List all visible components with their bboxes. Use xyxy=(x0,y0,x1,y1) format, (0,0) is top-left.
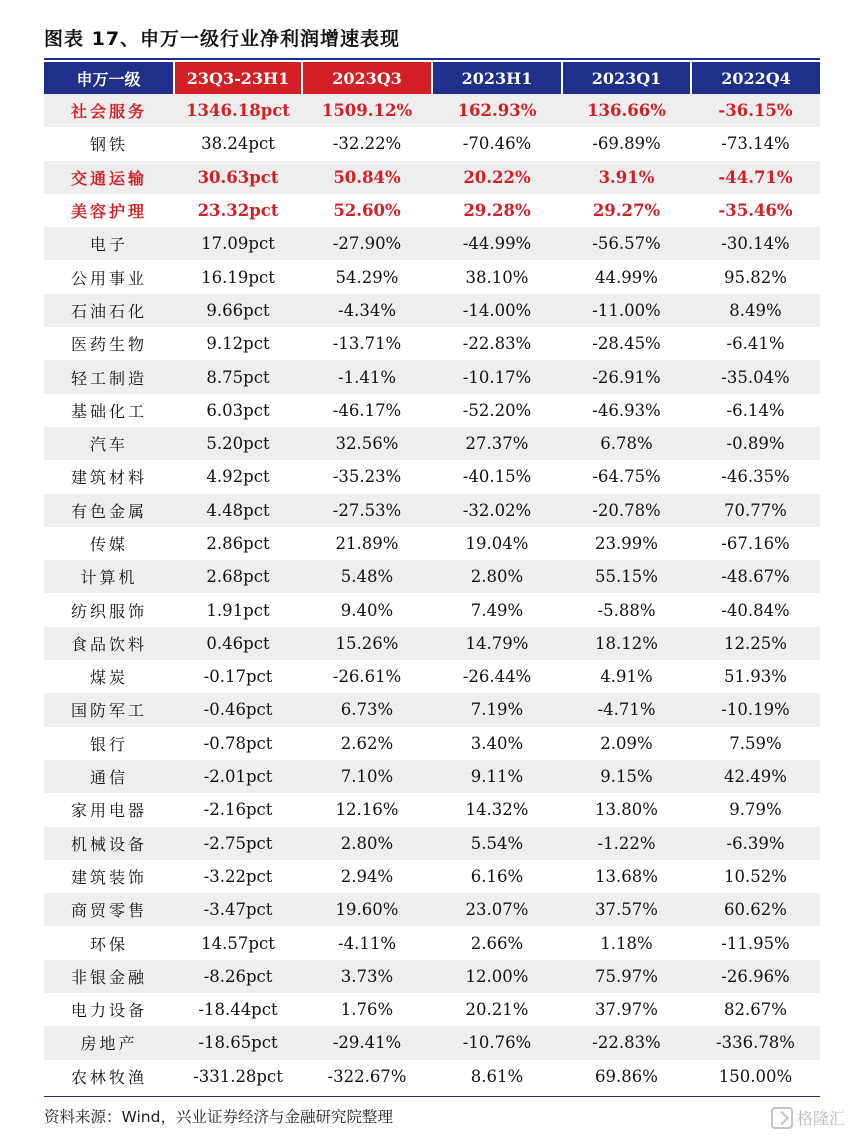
table-row xyxy=(44,960,820,993)
value-cell: 70.77% xyxy=(724,500,787,520)
industry-name-cell: 家用电器 xyxy=(70,801,147,821)
value-cell: -26.61% xyxy=(332,667,402,687)
value-cell: 20.22% xyxy=(463,167,531,187)
industry-name-cell: 钢铁 xyxy=(89,135,128,155)
value-cell: -40.84% xyxy=(721,600,790,620)
value-cell: 5.20pct xyxy=(206,434,270,454)
value-cell: 2.62% xyxy=(340,733,394,753)
industry-name-cell: 电力设备 xyxy=(70,1001,147,1021)
header-2022q4: 2022Q4 xyxy=(691,62,820,94)
value-cell: 15.26% xyxy=(335,633,399,653)
value-cell: -13.71% xyxy=(332,334,402,354)
value-cell: 29.27% xyxy=(592,201,661,221)
table-header-row xyxy=(44,62,820,94)
table-row xyxy=(44,560,820,593)
value-cell: 6.16% xyxy=(470,866,524,886)
value-cell: -35.46% xyxy=(718,201,793,221)
value-cell: -52.20% xyxy=(462,400,532,420)
table-row xyxy=(44,693,820,726)
table-row xyxy=(44,294,820,327)
value-cell: 2.66% xyxy=(470,933,524,953)
value-cell: -56.57% xyxy=(592,234,661,254)
value-cell: -14.00% xyxy=(462,300,532,320)
value-cell: 30.63pct xyxy=(197,167,279,187)
table-row xyxy=(44,1026,820,1059)
industry-name-cell: 商贸零售 xyxy=(70,901,147,921)
value-cell: 7.59% xyxy=(729,733,782,753)
industry-name-cell: 基础化工 xyxy=(70,401,147,421)
value-cell: -331.28pct xyxy=(193,1066,283,1086)
header-23q3-23h1: 23Q3-23H1 xyxy=(174,62,302,94)
value-cell: 50.84% xyxy=(333,167,401,187)
value-cell: 2.68pct xyxy=(206,567,270,587)
value-cell: 95.82% xyxy=(724,267,787,287)
value-cell: -2.01pct xyxy=(203,767,273,787)
table-row xyxy=(44,793,820,826)
value-cell: 3.91% xyxy=(598,167,655,187)
industry-name-cell: 计算机 xyxy=(80,568,138,588)
value-cell: -40.15% xyxy=(462,467,532,487)
industry-name-cell: 通信 xyxy=(89,768,128,788)
value-cell: -48.67% xyxy=(721,567,790,587)
table-row xyxy=(44,460,820,493)
industry-name-cell: 传媒 xyxy=(89,535,128,554)
value-cell: 2.86pct xyxy=(206,534,270,553)
table-row xyxy=(44,360,820,393)
table-row xyxy=(44,760,820,793)
value-cell: -46.93% xyxy=(592,400,661,420)
value-cell: -8.26pct xyxy=(203,966,273,986)
table-row xyxy=(44,527,820,560)
value-cell: -3.22pct xyxy=(203,866,273,886)
value-cell: 29.28% xyxy=(463,201,531,221)
value-cell: 150.00% xyxy=(718,1066,793,1086)
table-row xyxy=(44,926,820,959)
table-row xyxy=(44,161,820,194)
value-cell: 7.49% xyxy=(470,600,524,620)
value-cell: 1.91pct xyxy=(206,600,270,620)
value-cell: -2.75pct xyxy=(203,833,273,853)
table-row xyxy=(44,194,820,227)
value-cell: 32.56% xyxy=(335,434,399,454)
value-cell: 2.80% xyxy=(470,567,524,587)
value-cell: 23.32pct xyxy=(197,201,279,221)
value-cell: -1.41% xyxy=(338,367,396,387)
value-cell: -35.04% xyxy=(721,367,790,387)
industry-name-cell: 房地产 xyxy=(80,1034,138,1054)
table-row xyxy=(44,394,820,427)
value-cell: 8.61% xyxy=(470,1066,524,1086)
value-cell: 6.73% xyxy=(340,700,394,720)
value-cell: 14.57pct xyxy=(201,933,275,953)
industry-name-cell: 石油石化 xyxy=(70,301,147,321)
value-cell: -2.16pct xyxy=(203,800,273,820)
industry-name-cell: 社会服务 xyxy=(70,102,147,122)
value-cell: -0.46pct xyxy=(203,700,273,720)
value-cell: 60.62% xyxy=(724,900,787,920)
value-cell: -32.02% xyxy=(462,500,532,520)
value-cell: -67.16% xyxy=(721,534,790,553)
value-cell: 12.16% xyxy=(335,800,399,820)
watermark xyxy=(771,1106,845,1129)
industry-profit-table xyxy=(44,62,820,1093)
value-cell: -0.17pct xyxy=(203,667,273,687)
value-cell: 16.19pct xyxy=(201,267,275,287)
gelonghui-logo-icon xyxy=(771,1107,793,1129)
table-row xyxy=(44,627,820,660)
value-cell: 18.12% xyxy=(595,633,658,653)
value-cell: -11.00% xyxy=(592,300,661,320)
industry-name-cell: 食品饮料 xyxy=(70,634,147,654)
value-cell: 51.93% xyxy=(724,667,787,687)
watermark-text: 格隆汇 xyxy=(796,1109,845,1128)
value-cell: -26.96% xyxy=(721,966,790,986)
value-cell: 1346.18pct xyxy=(186,101,290,121)
value-cell: 42.49% xyxy=(724,767,787,787)
value-cell: 75.97% xyxy=(595,966,658,986)
value-cell: -6.14% xyxy=(726,400,785,420)
value-cell: 55.15% xyxy=(595,567,658,587)
value-cell: -10.17% xyxy=(462,367,532,387)
source-note: 资料来源：Wind，兴业证券经济与金融研究院整理 xyxy=(44,1108,393,1126)
value-cell: -44.99% xyxy=(462,234,532,254)
value-cell: -69.89% xyxy=(592,134,661,154)
value-cell: 44.99% xyxy=(595,267,658,287)
table-row xyxy=(44,427,820,460)
value-cell: 20.21% xyxy=(465,1000,529,1020)
industry-name-cell: 建筑材料 xyxy=(70,468,147,488)
table-row xyxy=(44,860,820,893)
value-cell: -22.83% xyxy=(592,1033,661,1053)
value-cell: -36.15% xyxy=(718,101,793,121)
value-cell: -27.90% xyxy=(332,234,402,254)
value-cell: 9.79% xyxy=(729,800,782,820)
value-cell: 21.89% xyxy=(335,534,399,553)
value-cell: 82.67% xyxy=(724,1000,787,1020)
value-cell: -0.89% xyxy=(726,434,785,454)
value-cell: 1.18% xyxy=(600,933,653,953)
value-cell: 9.15% xyxy=(600,767,653,787)
value-cell: -0.78pct xyxy=(203,733,273,753)
value-cell: -4.34% xyxy=(338,300,396,320)
table-row xyxy=(44,593,820,626)
value-cell: 5.48% xyxy=(340,567,394,587)
value-cell: 7.10% xyxy=(340,767,394,787)
industry-name-cell: 轻工制造 xyxy=(70,368,147,388)
industry-name-cell: 农林牧渔 xyxy=(70,1067,147,1087)
value-cell: -18.44pct xyxy=(198,1000,278,1020)
table-row xyxy=(44,227,820,260)
value-cell: 27.37% xyxy=(465,434,529,454)
value-cell: 5.54% xyxy=(470,833,524,853)
value-cell: 4.48pct xyxy=(206,500,270,520)
bottom-divider xyxy=(44,1096,820,1097)
value-cell: 4.91% xyxy=(600,667,653,687)
industry-name-cell: 国防军工 xyxy=(70,701,147,721)
value-cell: 162.93% xyxy=(457,101,537,121)
value-cell: -70.46% xyxy=(462,134,532,154)
industry-name-cell: 机械设备 xyxy=(70,834,147,854)
value-cell: 8.75pct xyxy=(206,367,270,387)
value-cell: -26.91% xyxy=(592,367,661,387)
value-cell: 0.46pct xyxy=(206,633,270,653)
value-cell: 8.49% xyxy=(729,300,782,320)
value-cell: -336.78% xyxy=(716,1033,795,1053)
value-cell: 37.57% xyxy=(595,900,658,920)
value-cell: -18.65pct xyxy=(198,1033,278,1053)
value-cell: -29.41% xyxy=(332,1033,402,1053)
value-cell: 2.80% xyxy=(340,833,394,853)
value-cell: -6.41% xyxy=(726,334,785,354)
value-cell: 12.00% xyxy=(465,966,529,986)
value-cell: 2.09% xyxy=(600,733,653,753)
table-row xyxy=(44,327,820,360)
value-cell: 14.79% xyxy=(465,633,529,653)
value-cell: -64.75% xyxy=(592,467,661,487)
figure-title: 图表 17、申万一级行业净利润增速表现 xyxy=(44,28,401,50)
table-row xyxy=(44,993,820,1026)
value-cell: 19.04% xyxy=(465,534,529,553)
value-cell: -10.76% xyxy=(462,1033,532,1053)
value-cell: -11.95% xyxy=(721,933,790,953)
industry-name-cell: 建筑装饰 xyxy=(70,867,147,887)
header-industry: 申万一级 xyxy=(44,62,174,94)
value-cell: 17.09pct xyxy=(201,234,275,254)
value-cell: -22.83% xyxy=(462,334,532,354)
header-2023q3: 2023Q3 xyxy=(302,62,432,94)
value-cell: 13.68% xyxy=(595,866,658,886)
value-cell: 1509.12% xyxy=(321,101,413,121)
value-cell: -35.23% xyxy=(332,467,402,487)
value-cell: 10.52% xyxy=(724,866,787,886)
value-cell: 19.60% xyxy=(335,900,399,920)
value-cell: -3.47pct xyxy=(203,900,273,920)
industry-name-cell: 交通运输 xyxy=(70,168,147,188)
value-cell: 38.10% xyxy=(465,267,529,287)
value-cell: 6.03pct xyxy=(206,400,270,420)
value-cell: -28.45% xyxy=(592,334,661,354)
value-cell: 12.25% xyxy=(724,633,787,653)
industry-name-cell: 煤炭 xyxy=(89,668,128,688)
value-cell: 9.40% xyxy=(340,600,394,620)
industry-name-cell: 环保 xyxy=(89,934,128,954)
value-cell: -73.14% xyxy=(721,134,790,154)
value-cell: 2.94% xyxy=(340,866,394,886)
table-row xyxy=(44,827,820,860)
value-cell: -26.44% xyxy=(462,667,532,687)
value-cell: 4.92pct xyxy=(206,467,270,487)
header-2023q1: 2023Q1 xyxy=(562,62,691,94)
value-cell: -5.88% xyxy=(597,600,656,620)
value-cell: 9.66pct xyxy=(206,300,270,320)
value-cell: -20.78% xyxy=(592,500,661,520)
value-cell: -6.39% xyxy=(726,833,785,853)
value-cell: -27.53% xyxy=(332,500,402,520)
value-cell: 14.32% xyxy=(465,800,529,820)
value-cell: 54.29% xyxy=(335,267,399,287)
value-cell: 23.99% xyxy=(595,534,658,553)
value-cell: -46.35% xyxy=(721,467,790,487)
table-body xyxy=(44,94,820,1093)
value-cell: -32.22% xyxy=(332,134,402,154)
industry-name-cell: 纺织服饰 xyxy=(70,601,147,621)
industry-name-cell: 电子 xyxy=(89,235,128,255)
industry-name-cell: 公用事业 xyxy=(70,268,147,288)
value-cell: 3.40% xyxy=(470,733,524,753)
table-row xyxy=(44,893,820,926)
industry-name-cell: 非银金融 xyxy=(70,967,147,987)
value-cell: 1.76% xyxy=(340,1000,394,1020)
table-row xyxy=(44,1060,820,1093)
value-cell: -1.22% xyxy=(597,833,656,853)
table-row xyxy=(44,660,820,693)
value-cell: 37.97% xyxy=(595,1000,658,1020)
value-cell: 69.86% xyxy=(595,1066,658,1086)
table-row xyxy=(44,260,820,293)
value-cell: 3.73% xyxy=(340,966,394,986)
value-cell: -10.19% xyxy=(721,700,790,720)
value-cell: -322.67% xyxy=(327,1066,407,1086)
header-2023h1: 2023H1 xyxy=(432,62,562,94)
value-cell: -44.71% xyxy=(718,167,793,187)
table-row xyxy=(44,727,820,760)
table-row xyxy=(44,494,820,527)
value-cell: 13.80% xyxy=(595,800,658,820)
value-cell: -30.14% xyxy=(721,234,790,254)
industry-name-cell: 汽车 xyxy=(89,435,128,455)
value-cell: 52.60% xyxy=(333,201,401,221)
industry-name-cell: 银行 xyxy=(89,734,128,754)
value-cell: -46.17% xyxy=(332,400,402,420)
value-cell: 9.11% xyxy=(470,767,524,787)
value-cell: 23.07% xyxy=(465,900,529,920)
value-cell: -4.71% xyxy=(597,700,656,720)
industry-name-cell: 有色金属 xyxy=(70,501,147,521)
value-cell: 136.66% xyxy=(587,101,666,121)
table-row xyxy=(44,94,820,127)
value-cell: -4.11% xyxy=(338,933,396,953)
industry-name-cell: 医药生物 xyxy=(70,335,147,355)
value-cell: 38.24pct xyxy=(201,134,275,154)
title-divider xyxy=(44,58,820,60)
value-cell: 6.78% xyxy=(600,434,653,454)
industry-name-cell: 美容护理 xyxy=(70,202,147,222)
value-cell: 9.12pct xyxy=(206,334,270,354)
value-cell: 7.19% xyxy=(470,700,524,720)
table-row xyxy=(44,127,820,160)
